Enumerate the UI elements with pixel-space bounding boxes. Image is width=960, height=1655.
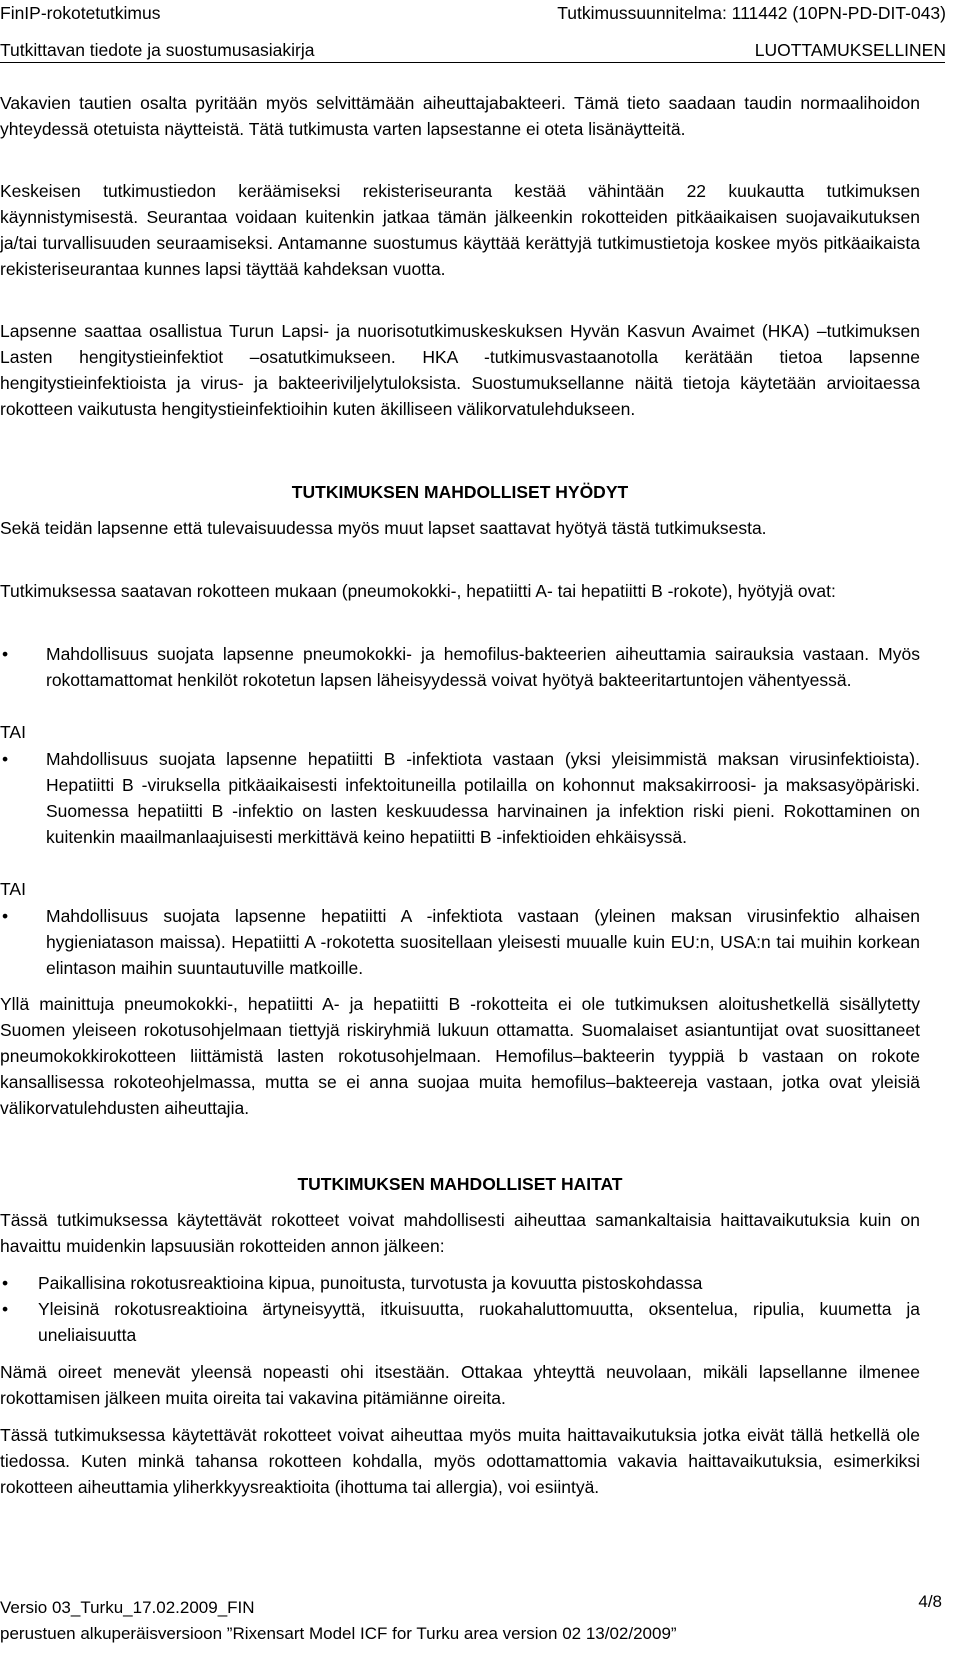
paragraph-1: Vakavien tautien osalta pyritään myös selvittämään aiheuttajabakteeri. Tämä tieto saadaan taudin normaalihoidon yhteydessä otetuista näytteistä. Tätä tutkimusta varten lapsestanne ei oteta lisänäytteitä. — [0, 93, 920, 139]
benefit-item-3: Mahdollisuus suojata lapsenne hepatiitti A -infektiota vastaan (yleinen maksan virusinfektio alhaisen hygieniatason maissa). Hepatiitti A -rokotetta suositellaan yleisesti muualle kuin EU:n, USA:n tai muihin korkean elintason maihin suuntautuville matkoille. — [46, 906, 920, 978]
benefit-item-1: Mahdollisuus suojata lapsenne pneumokokki- ja hemofilus-bakteerien aiheuttamia sairauksia vastaan. Myös rokottamattomat henkilöt rokotetun lapsen läheisyydessä voivat hyötyä bakteeritartuntojen vähentyessä. — [46, 644, 920, 690]
footer-page-number: 4/8 — [918, 1592, 942, 1611]
header-plan: Tutkimussuunnitelma: 111442 (10PN-PD-DIT-043) — [557, 3, 946, 23]
bullet-marker: • — [2, 1273, 9, 1293]
or-separator: TAI — [0, 722, 26, 742]
header-confidential: LUOTTAMUKSELLINEN — [754, 40, 946, 60]
bullet-marker: • — [2, 1299, 9, 1319]
paragraph-6: Yllä mainittuja pneumokokki-, hepatiitti A- ja hepatiitti B -rokotteita ei ole tutkimuksen aloitushetkellä sisällytetty Suomen yleiseen rokotusohjelmaan tiettyjä riskiryhmiä lukuun ottamatta. Suomalaiset asiantuntijat ovat suosittaneet pneumokokkirokotteen liittämistä lasten rokotusohjelmaan. Hemofilus–bakteerin tyyppiä b vastaan on rokote kansallisessa rokoteohjelmassa, mutta se ei anna suojaa muita hemofilus–bakteereja vastaan, jotka ovat yleisiä välikorvatulehdusten aiheuttajia. — [0, 994, 920, 1118]
paragraph-2: Keskeisen tutkimustiedon keräämiseksi rekisteriseuranta kestää vähintään 22 kuukautta tutkimuksen käynnistymisestä. Seurantaa voidaan kuitenkin jatkaa tämän jälkeenkin rokotteiden pitkäaikaisen suojavaikutuksen ja/tai turvallisuuden seuraamiseksi. Antamanne suostumus käyttää kerättyjä tutkimustietoja koskee myös pitkäaikaista rekisteriseurantaa kunnes lapsi täyttää kahdeksan vuotta. — [0, 181, 920, 279]
bullet-marker: • — [2, 906, 9, 926]
or-separator: TAI — [0, 879, 26, 899]
paragraph-5: Tutkimuksessa saatavan rokotteen mukaan (pneumokokki-, hepatiitti A- tai hepatiitti B -rokote), hyötyjä ovat: — [0, 581, 836, 601]
paragraph-3: Lapsenne saattaa osallistua Turun Lapsi- ja nuorisotutkimuskeskuksen Hyvän Kasvun Avaimet (HKA) –tutkimuksen Lasten hengitystieinfektiot –osatutkimukseen. HKA -tutkimusvastaanotolla kerätään tietoa lapsenne hengitystieinfektioista ja virus- ja bakteeriviljelytuloksista. Suostumuksellanne näitä tietoja käytetään arvioitaessa rokotteen vaikutusta hengitystieinfektioihin kuten äkilliseen välikorvatulehdukseen. — [0, 321, 920, 419]
bullet-marker: • — [2, 749, 9, 769]
header-org: FinIP-rokotetutkimus — [0, 3, 161, 23]
header-doc-title: Tutkittavan tiedote ja suostumusasiakirja — [0, 40, 315, 60]
paragraph-9: Tässä tutkimuksessa käytettävät rokotteet voivat aiheuttaa myös muita haittavaikutuksia jotka eivät tällä hetkellä ole tiedossa. Kuten minkä tahansa rokotteen kohdalla, myös odottamattomia vakavia haittavaikutuksia, esimerkiksi rokotteen aiheuttamia yliherkkyysreaktioita (ihottuma tai allergia), voi esiintyä. — [0, 1425, 920, 1497]
footer-version: Versio 03_Turku_17.02.2009_FIN — [0, 1598, 255, 1617]
heading-benefits: TUTKIMUKSEN MAHDOLLISET HYÖDYT — [291, 482, 629, 502]
benefit-item-2: Mahdollisuus suojata lapsenne hepatiitti B -infektiota vastaan (yksi yleisimmistä maksan virusinfektioista). Hepatiitti B -viruksella pitkäaikaisesti infektoituneilla potilailla on kohonnut maksakirroosi- ja maksasyöpäriski. Suomessa hepatiitti B -infektio on lasten keskuudessa harvinainen ja infektion riski pieni. Rokottaminen on kuitenkin maailmanlaajuisesti merkittävä keino hepatiitti B -infektioiden ehkäisyssä. — [46, 749, 920, 847]
paragraph-4: Sekä teidän lapsenne että tulevaisuudessa myös muut lapset saattavat hyötyä tästä tutkimuksesta. — [0, 518, 767, 538]
footer-origin: perustuen alkuperäisversioon ”Rixensart Model ICF for Turku area version 02 13/02/2009” — [0, 1624, 677, 1643]
bullet-marker: • — [2, 644, 9, 664]
header-divider — [0, 62, 945, 63]
risk-item-2: Yleisinä rokotusreaktioina ärtyneisyyttä, itkuisuutta, ruokahaluttomuutta, oksentelua, ripulia, kuumetta ja uneliaisuutta — [38, 1299, 920, 1345]
heading-risks: TUTKIMUKSEN MAHDOLLISET HAITAT — [297, 1174, 623, 1194]
paragraph-7: Tässä tutkimuksessa käytettävät rokotteet voivat mahdollisesti aiheuttaa samankaltaisia haittavaikutuksia kuin on havaittu muidenkin lapsuusiän rokotteiden annon jälkeen: — [0, 1210, 920, 1256]
paragraph-8: Nämä oireet menevät yleensä nopeasti ohi itsestään. Ottakaa yhteyttä neuvolaan, mikäli lapsellanne ilmenee rokottamisen jälkeen muita oireita tai vakavina pitämiänne oireita. — [0, 1362, 920, 1408]
risk-item-1: Paikallisina rokotusreaktioina kipua, punoitusta, turvotusta ja kovuutta pistoskohdassa — [38, 1273, 703, 1293]
